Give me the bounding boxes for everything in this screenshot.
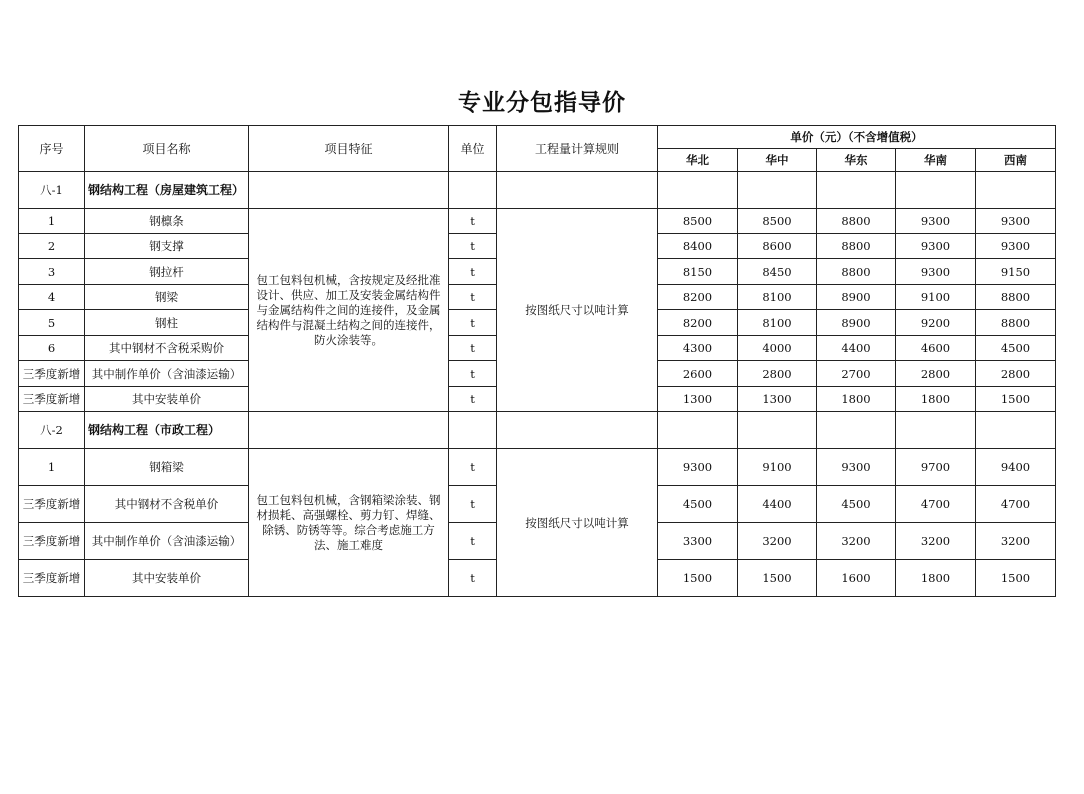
price-cell: 1300 [658,387,738,412]
row-unit: t [449,449,497,486]
price-cell: 8800 [976,310,1056,336]
price-cell: 2800 [738,361,817,387]
row-name: 其中安装单价 [85,560,249,597]
price-cell: 8200 [658,285,738,310]
row-seq: 1 [19,209,85,234]
row-name: 钢梁 [85,285,249,310]
price-cell: 4700 [896,486,976,523]
price-cell: 9100 [896,285,976,310]
row-seq: 1 [19,449,85,486]
price-cell: 8800 [817,259,896,285]
row-unit: t [449,361,497,387]
price-cell: 8900 [817,285,896,310]
price-cell: 8900 [817,310,896,336]
price-cell: 9300 [976,234,1056,259]
row-seq: 三季度新增 [19,560,85,597]
header-region: 华南 [896,149,976,172]
price-cell: 2800 [976,361,1056,387]
row-unit: t [449,209,497,234]
price-cell: 8100 [738,310,817,336]
section-title: 钢结构工程（市政工程） [85,412,249,449]
row-seq: 5 [19,310,85,336]
price-cell: 1800 [896,387,976,412]
price-cell: 8600 [738,234,817,259]
table-row [19,209,1056,234]
price-cell: 8450 [738,259,817,285]
price-cell: 1800 [896,560,976,597]
price-cell: 3200 [896,523,976,560]
price-cell: 8200 [658,310,738,336]
row-seq: 三季度新增 [19,387,85,412]
price-cell: 3200 [817,523,896,560]
price-cell: 3200 [976,523,1056,560]
section-row [19,412,1056,449]
row-name: 其中安装单价 [85,387,249,412]
price-cell: 2800 [896,361,976,387]
row-seq: 三季度新增 [19,486,85,523]
price-cell: 1300 [738,387,817,412]
price-cell: 9300 [896,209,976,234]
header-name: 项目名称 [85,126,249,172]
row-unit: t [449,523,497,560]
row-name: 钢拉杆 [85,259,249,285]
price-cell: 3200 [738,523,817,560]
price-cell: 9300 [976,209,1056,234]
row-name: 钢檩条 [85,209,249,234]
price-cell: 9300 [896,259,976,285]
section-rule: 按图纸尺寸以吨计算 [497,449,658,597]
price-cell: 9100 [738,449,817,486]
price-cell: 8150 [658,259,738,285]
row-seq: 3 [19,259,85,285]
price-cell: 4500 [817,486,896,523]
price-cell: 8400 [658,234,738,259]
price-cell: 8500 [658,209,738,234]
row-seq: 4 [19,285,85,310]
price-cell: 1500 [976,387,1056,412]
price-cell: 9300 [817,449,896,486]
price-cell: 9400 [976,449,1056,486]
price-cell: 2700 [817,361,896,387]
row-unit: t [449,336,497,361]
price-cell: 2600 [658,361,738,387]
section-seq: 八-2 [19,412,85,449]
row-unit: t [449,310,497,336]
price-cell: 4500 [658,486,738,523]
price-cell: 1600 [817,560,896,597]
price-cell: 9150 [976,259,1056,285]
row-seq: 2 [19,234,85,259]
header-region: 西南 [976,149,1056,172]
row-unit: t [449,387,497,412]
row-unit: t [449,285,497,310]
section-title: 钢结构工程（房屋建筑工程） [85,172,249,209]
header-unit: 单位 [449,126,497,172]
page-title: 专业分包指导价 [458,90,626,116]
table-row [19,449,1056,486]
section-rule: 按图纸尺寸以吨计算 [497,209,658,412]
row-seq: 6 [19,336,85,361]
row-seq: 三季度新增 [19,523,85,560]
section-feature: 包工包料包机械，含钢箱梁涂装、钢材损耗、高强螺栓、剪力钉、焊缝、除锈、防锈等等。综合考虑施工方法、施工难度 [249,449,449,597]
price-cell: 8500 [738,209,817,234]
price-cell: 4600 [896,336,976,361]
price-cell: 4400 [738,486,817,523]
price-cell: 8800 [817,209,896,234]
price-cell: 9300 [896,234,976,259]
price-cell: 4700 [976,486,1056,523]
row-name: 钢箱梁 [85,449,249,486]
row-name: 其中钢材不含税采购价 [85,336,249,361]
row-name: 钢支撑 [85,234,249,259]
section-feature: 包工包料包机械，含按规定及经批准设计、供应、加工及安装金属结构件与金属结构件之间的连接件，及金属结构件与混凝土结构之间的连接件，防火涂装等。 [249,209,449,412]
price-cell: 9300 [658,449,738,486]
price-cell: 4300 [658,336,738,361]
header-feature: 项目特征 [249,126,449,172]
price-cell: 3300 [658,523,738,560]
price-table [18,125,1056,597]
header-price-group: 单价（元）（不含增值税） [658,126,1056,149]
price-cell: 1500 [976,560,1056,597]
row-seq: 三季度新增 [19,361,85,387]
row-unit: t [449,259,497,285]
price-cell: 8800 [976,285,1056,310]
row-name: 其中制作单价（含油漆运输） [85,523,249,560]
price-cell: 1500 [738,560,817,597]
header-seq: 序号 [19,126,85,172]
price-cell: 9200 [896,310,976,336]
section-row [19,172,1056,209]
header-region: 华北 [658,149,738,172]
price-cell: 4000 [738,336,817,361]
header-rule: 工程量计算规则 [497,126,658,172]
price-cell: 4400 [817,336,896,361]
price-cell: 8100 [738,285,817,310]
price-cell: 9700 [896,449,976,486]
price-cell: 1800 [817,387,896,412]
row-name [85,361,249,387]
header-region: 华东 [817,149,896,172]
row-name: 其中钢材不含税单价 [85,486,249,523]
row-unit: t [449,486,497,523]
price-cell: 4500 [976,336,1056,361]
price-cell: 8800 [817,234,896,259]
row-name: 钢柱 [85,310,249,336]
row-unit: t [449,234,497,259]
row-unit: t [449,560,497,597]
section-seq: 八-1 [19,172,85,209]
price-cell: 1500 [658,560,738,597]
header-region: 华中 [738,149,817,172]
row-name-text: 其中制作单价（含油漆运输） [91,367,242,380]
